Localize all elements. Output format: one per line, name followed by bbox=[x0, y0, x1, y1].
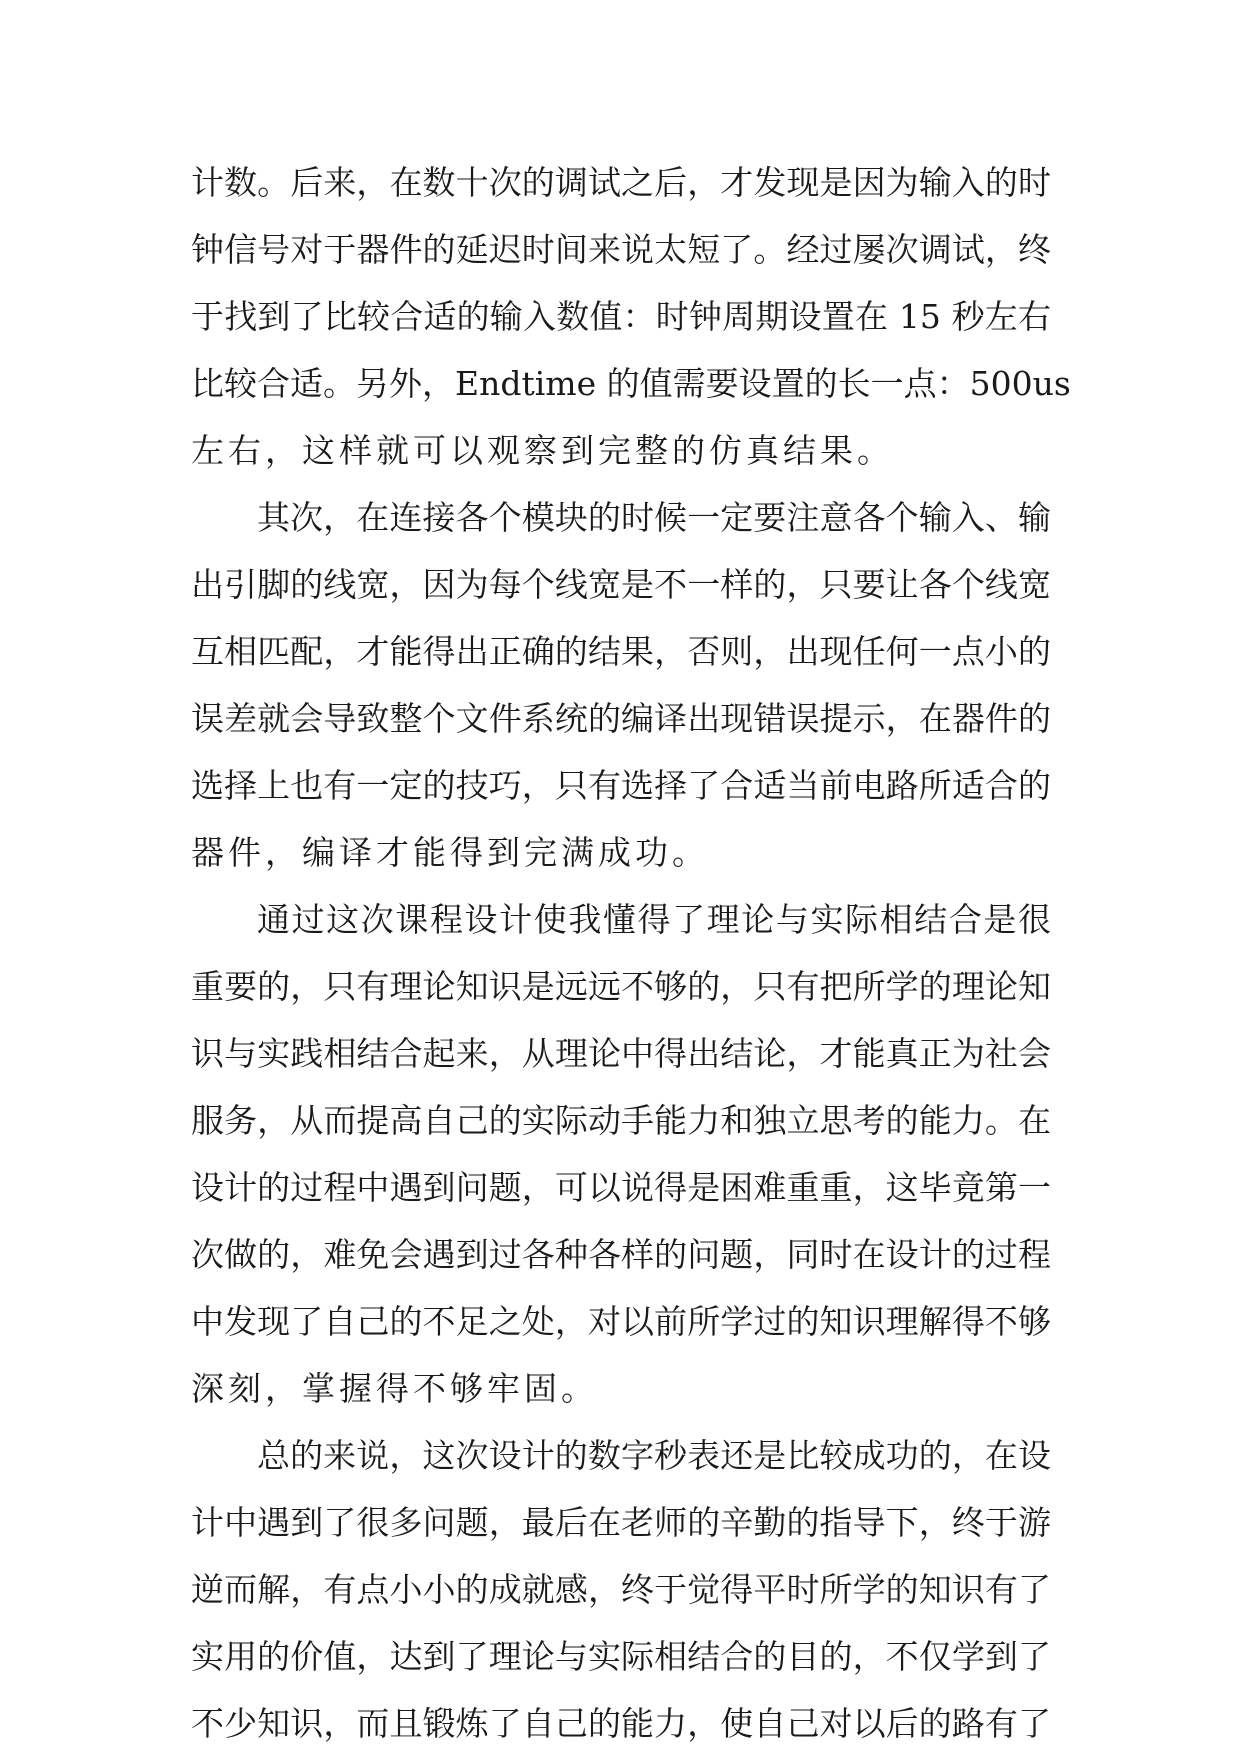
text-line: 服务，从而提高自己的实际动手能力和独立思考的能力。在 bbox=[191, 1101, 1051, 1140]
text-line: 设计的过程中遇到问题，可以说得是困难重重，这毕竟第一 bbox=[191, 1168, 1051, 1207]
text-line: 计数。后来，在数十次的调试之后，才发现是因为输入的时 bbox=[191, 163, 1051, 202]
paragraph-2 bbox=[191, 484, 1051, 886]
text-line: 中发现了自己的不足之处，对以前所学过的知识理解得不够 bbox=[191, 1302, 1051, 1341]
text-line: 出引脚的线宽，因为每个线宽是不一样的，只要让各个线宽 bbox=[191, 565, 1051, 604]
text-line: 选择上也有一定的技巧，只有选择了合适当前电路所适合的 bbox=[191, 766, 1051, 805]
text-line: 左右，这样就可以观察到完整的仿真结果。 bbox=[191, 431, 894, 470]
text-line: 钟信号对于器件的延迟时间来说太短了。经过屡次调试，终 bbox=[191, 230, 1051, 269]
text-line: 计中遇到了很多问题，最后在老师的辛勤的指导下，终于游 bbox=[191, 1503, 1051, 1542]
text-line: 误差就会导致整个文件系统的编译出现错误提示，在器件的 bbox=[191, 699, 1051, 738]
paragraph-1 bbox=[191, 149, 1071, 484]
body-text bbox=[191, 149, 1071, 1757]
text-line: 互相匹配，才能得出正确的结果，否则，出现任何一点小的 bbox=[191, 632, 1051, 671]
text-line: 深刻，掌握得不够牢固。 bbox=[191, 1369, 598, 1408]
text-line: 逆而解，有点小小的成就感，终于觉得平时所学的知识有了 bbox=[191, 1570, 1051, 1609]
text-line: 器件，编译才能得到完满成功。 bbox=[191, 833, 709, 872]
paragraph-4 bbox=[191, 1422, 1051, 1757]
paragraph-3 bbox=[191, 886, 1051, 1422]
text-line: 次做的，难免会遇到过各种各样的问题，同时在设计的过程 bbox=[191, 1235, 1051, 1274]
text-line: 识与实践相结合起来，从理论中得出结论，才能真正为社会 bbox=[191, 1034, 1051, 1073]
text-line: 不少知识，而且锻炼了自己的能力，使自己对以后的路有了 bbox=[191, 1704, 1051, 1743]
text-line: 总的来说，这次设计的数字秒表还是比较成功的，在设 bbox=[257, 1436, 1051, 1475]
text-line: 通过这次课程设计使我懂得了理论与实际相结合是很 bbox=[257, 900, 1051, 939]
text-line: 实用的价值，达到了理论与实际相结合的目的，不仅学到了 bbox=[191, 1637, 1051, 1676]
text-line: 比较合适。另外，Endtime 的值需要设置的长一点：500us bbox=[191, 364, 1071, 403]
text-line: 重要的，只有理论知识是远远不够的，只有把所学的理论知 bbox=[191, 967, 1051, 1006]
text-line: 于找到了比较合适的输入数值：时钟周期设置在 15 秒左右 bbox=[191, 297, 1051, 336]
text-line: 其次，在连接各个模块的时候一定要注意各个输入、输 bbox=[257, 498, 1051, 537]
